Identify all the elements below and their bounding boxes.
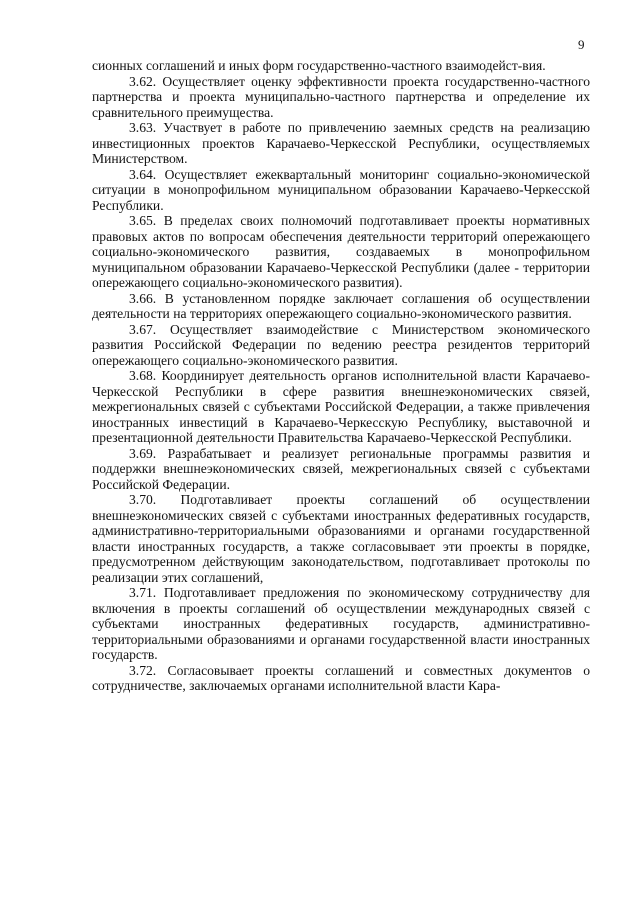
paragraph-3-70: 3.70. Подготавливает проекты соглашений об осуществлении внешнеэкономических связей с субъектами иностранных федеративных государств, административно-территориальными образованиями и органами государственной власти иностранных государств, а также согласовывает эти проекты в порядке, предусмотренном действующим законодательством, подготавливает протоколы по реализации этих соглашений,	[92, 492, 590, 585]
paragraph-3-69: 3.69. Разрабатывает и реализует региональные программы развития и поддержки внешнеэкономических связей, межрегиональных связей с субъектами Российской Федерации.	[92, 445, 590, 492]
paragraph-3-65: 3.65. В пределах своих полномочий подготавливает проекты нормативных правовых актов по вопросам обеспечения деятельности территорий опережающего социально-экономического развития, создаваемых в монопрофильном муниципальном образовании Карачаево-Черкесской Республики (далее - территории опережающего социально-экономического развития).	[92, 213, 590, 290]
paragraph-3-63: 3.63. Участвует в работе по привлечению заемных средств на реализацию инвестиционных проектов Карачаево-Черкесской Республики, осуществляемых Министерством.	[92, 120, 590, 166]
paragraph-3-71: 3.71. Подготавливает предложения по экономическому сотрудничеству для включения в проекты соглашений об осуществлении международных связей с субъектами иностранных федеративных государств, административно-территориальными образованиями и органами государственной власти иностранных государств.	[92, 585, 590, 662]
paragraph-3-64: 3.64. Осуществляет ежеквартальный мониторинг социально-экономической ситуации в монопрофильном муниципальном образовании Карачаево-Черкесской Республики.	[92, 166, 590, 213]
paragraph-continued: сионных соглашений и иных форм государственно-частного взаимодейст-вия.	[92, 58, 546, 73]
paragraph-3-68: 3.68. Координирует деятельность органов исполнительной власти Карачаево-Черкесской Республики в сфере развития внешнеэкономических связей, межрегиональных связей с субъектами Российской Федерации, а также привлечения иностранных инвестиций в Карачаево-Черкесскую Республику, выставочной и презентационной деятельности Правительства Карачаево-Черкесской Республики.	[92, 368, 590, 445]
paragraph-3-72: 3.72. Согласовывает проекты соглашений и совместных документов о сотрудничестве, заключаемых органами исполнительной власти Кара-	[92, 662, 590, 693]
paragraph-3-67: 3.67. Осуществляет взаимодействие с Министерством экономического развития Российской Федерации по ведению реестра резидентов территорий опережающего социально-экономического развития.	[92, 321, 590, 368]
document-body	[92, 58, 590, 694]
page-number: 9	[578, 37, 585, 52]
paragraph-3-66: 3.66. В установленном порядке заключает соглашения об осуществлении деятельности на территориях опережающего социально-экономического развития.	[92, 290, 590, 321]
paragraph-3-62: 3.62. Осуществляет оценку эффективности проекта государственно-частного партнерства и проекта муниципально-частного партнерства и определение их сравнительного преимущества.	[92, 73, 590, 120]
